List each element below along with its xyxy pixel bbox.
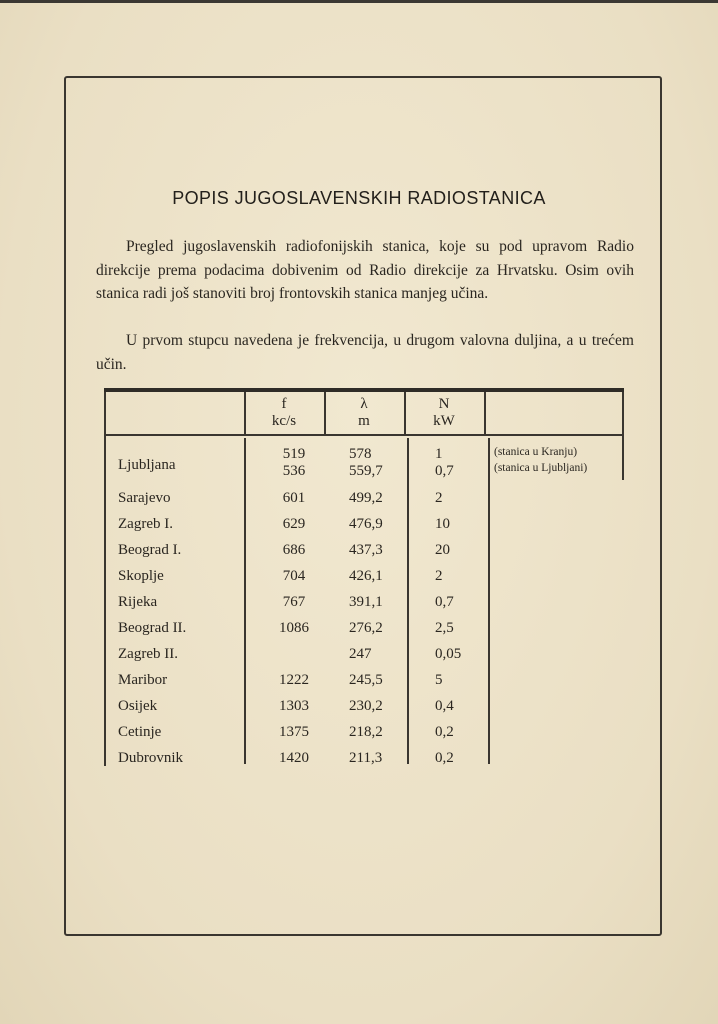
frequency-value: 1222: [279, 672, 309, 688]
header-wavelength-unit: m: [358, 413, 370, 429]
frequency-value: 704: [282, 568, 306, 584]
wavelength-value: 437,3: [349, 542, 383, 558]
header-wavelength-symbol: λ: [360, 396, 368, 412]
power-value: 0,7: [435, 463, 454, 479]
station-name: Zagreb II.: [118, 646, 178, 662]
power-value: 2,5: [435, 620, 454, 636]
header-frequency-unit: kc/s: [271, 413, 297, 429]
wavelength-value: 245,5: [349, 672, 383, 688]
station-name: Cetinje: [118, 724, 162, 740]
radio-stations-table: [104, 388, 626, 768]
frequency-value: 1303: [279, 698, 309, 714]
wavelength-value: 218,2: [349, 724, 383, 740]
intro-paragraph: Pregled jugoslavenskih radiofonijskih stanica, koje su pod upravom Radio direkcije prema podacima dobivenim od Radio direkcije za Hrvatsku. Osim ovih stanica radi još stanoviti broj frontovskih stanica manjeg učina.: [96, 238, 634, 302]
station-name: Maribor: [118, 672, 168, 688]
frequency-value: 686: [282, 542, 306, 558]
table-header-rule: [104, 434, 624, 436]
power-value: 2: [435, 490, 443, 506]
station-name: Beograd II.: [118, 620, 187, 636]
frequency-value: 629: [282, 516, 306, 532]
power-value: 0,2: [435, 724, 454, 740]
power-value: 1: [435, 446, 443, 462]
wavelength-value: 578: [349, 446, 372, 462]
power-value: 2: [435, 568, 443, 584]
wavelength-value: 391,1: [349, 594, 383, 610]
frequency-value: 536: [282, 463, 306, 479]
frequency-value: 519: [282, 446, 306, 462]
wavelength-value: 559,7: [349, 463, 383, 479]
wavelength-value: 276,2: [349, 620, 383, 636]
wavelength-value: 211,3: [349, 750, 383, 766]
station-note: (stanica u Kranju): [494, 446, 578, 458]
header-power-unit: kW: [433, 413, 455, 429]
wavelength-value: 499,2: [349, 490, 383, 506]
table-right-border: [622, 392, 624, 480]
page-title: POPIS JUGOSLAVENSKIH RADIOSTANICA: [172, 188, 546, 208]
station-name: Zagreb I.: [118, 516, 173, 532]
station-name: Rijeka: [118, 594, 158, 610]
station-note: (stanica u Ljubljani): [494, 462, 588, 474]
power-value: 5: [435, 672, 443, 688]
station-name: Sarajevo: [118, 490, 171, 506]
power-value: 20: [435, 542, 450, 558]
power-value: 0,2: [435, 750, 454, 766]
col-divider-header-4: [484, 392, 486, 434]
station-name: Beograd I.: [118, 542, 182, 558]
table-top-rule: [104, 388, 624, 392]
explanation-paragraph: U prvom stupcu navedena je frekvencija, u drugom valovna duljina, a u trećem učin.: [96, 332, 634, 373]
power-value: 0,4: [435, 698, 454, 714]
col-divider-4: [488, 438, 490, 764]
wavelength-value: 426,1: [349, 568, 383, 584]
frequency-value: 1420: [279, 750, 309, 766]
station-name: Ljubljana: [118, 457, 176, 473]
power-value: 10: [435, 516, 450, 532]
header-power-symbol: N: [438, 396, 450, 412]
header-frequency: [244, 396, 324, 430]
col-divider-3: [407, 438, 409, 764]
frequency-value: 1086: [279, 620, 309, 636]
wavelength-value: 476,9: [349, 516, 383, 532]
wavelength-value: 247: [349, 646, 372, 662]
table-left-border: [104, 392, 106, 766]
frequency-value: 767: [282, 594, 306, 610]
frequency-value: 601: [282, 490, 306, 506]
header-frequency-symbol: f: [281, 396, 287, 412]
top-edge-rule: [0, 0, 718, 3]
station-name: Skoplje: [118, 568, 164, 584]
station-name: Osijek: [118, 698, 158, 714]
station-name: Dubrovnik: [118, 750, 183, 766]
power-value: 0,05: [435, 646, 462, 662]
header-power: [404, 396, 484, 430]
header-wavelength: [324, 396, 404, 430]
power-value: 0,7: [435, 594, 454, 610]
frequency-value: 1375: [279, 724, 309, 740]
wavelength-value: 230,2: [349, 698, 383, 714]
